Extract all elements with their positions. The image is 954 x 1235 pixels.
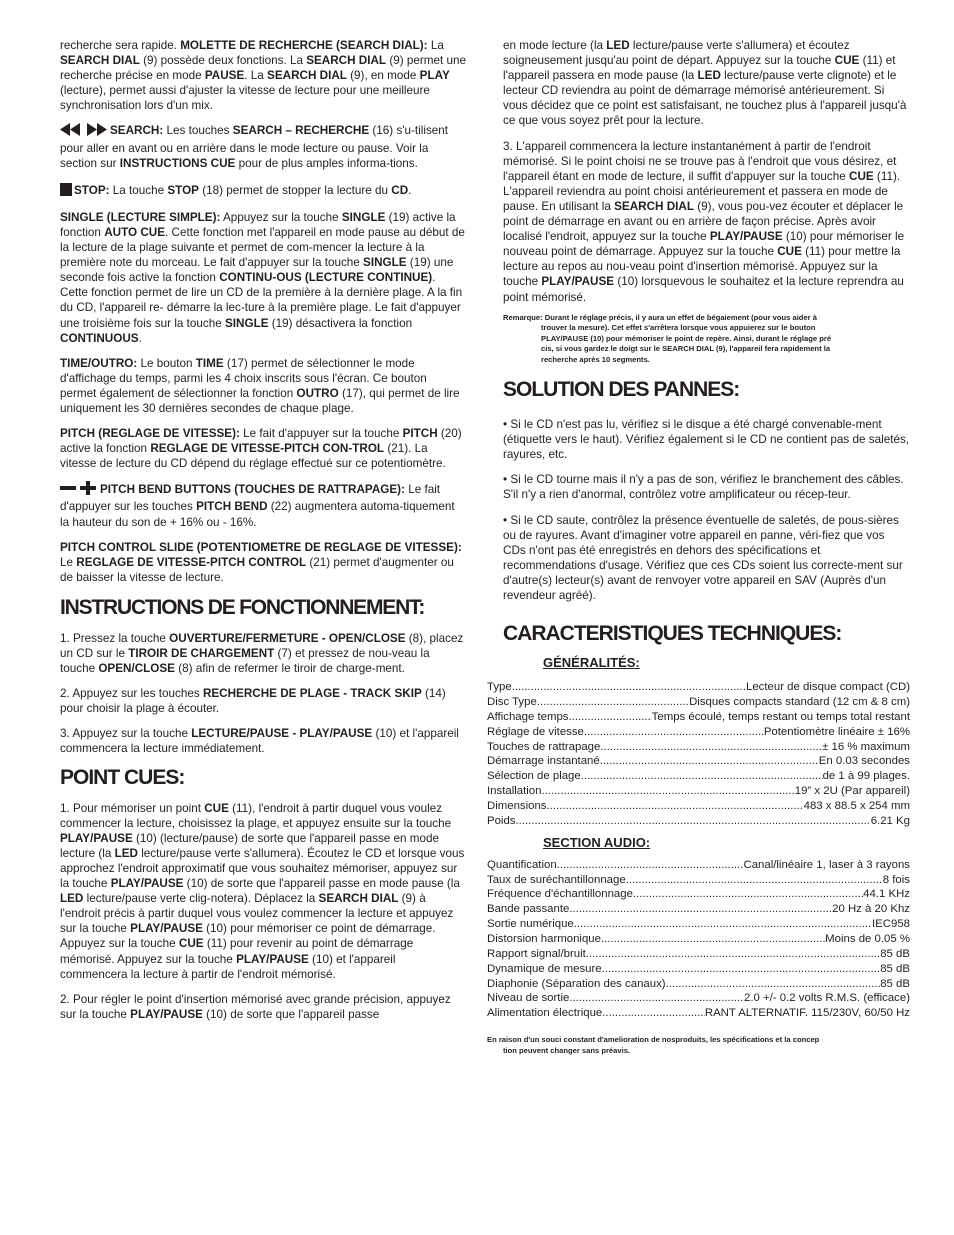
cue-step-2: 2. Pour régler le point d'insertion mémorisé avec grande précision, appuyez sur la touche PLAY/PAUSE (10) de sorte que l'appareil passe xyxy=(60,992,451,1021)
audio-subheading: SECTION AUDIO: xyxy=(543,834,651,850)
instruction-step-3: 3. Appuyez sur la touche LECTURE/PAUSE - PLAY/PAUSE (10) et l'appareil commencera la lecture immédiatement. xyxy=(60,727,459,756)
pitch-slide-paragraph: PITCH CONTROL SLIDE (POTENTIOMETRE DE REGLAGE DE VITESSE): Le REGLAGE DE VITESSE-PITCH CONTROL (21) permet d'augmenter ou de baisser la vitesse de lecture. xyxy=(60,540,462,584)
spec-row: Distorsion harmonique ..... Moins de 0.05 % xyxy=(487,932,910,947)
spec-row: Poids ..... 6.21 Kg xyxy=(487,814,910,829)
spec-row: Quantification ..... Canal/linéaire 1, laser à 3 rayons xyxy=(487,858,910,873)
instruction-step-1: 1. Pressez la touche OUVERTURE/FERMETURE - OPEN/CLOSE (8), placez un CD sur le TIROIR DE CHARGEMENT (7) et pressez de nou-veau la touche OPEN/CLOSE (8) afin de refermer le tiroir de charge-ment. xyxy=(60,631,464,676)
general-spec-list xyxy=(487,680,910,828)
specifications-heading: CARACTERISTIQUES TECHNIQUES: xyxy=(503,622,842,646)
spec-row: Affichage temps ..... Temps écoulé, temps restant ou temps total restant xyxy=(487,710,910,725)
point-cues-heading: POINT CUES: xyxy=(60,765,185,789)
instructions-heading: INSTRUCTIONS DE FONCTIONNEMENT: xyxy=(60,595,425,619)
right-column xyxy=(487,38,910,1056)
cue-step-3: 3. L'appareil commencera la lecture instantanément à partir de l'endroit mémorisé. Si le point choisi ne se trouve pas à l'endroit que vous désirez, et l'appareil étant en mode de lecture, il suffit d'appuyer sur la touche CUE (11). L'appareil reviendra au point choisi antérieurement et passera en mode de pause. En utilisant la SEARCH DIAL (9), vous pou-vez écouter et déplacer le point de démarrage en avant ou en arrière de façon précise. Après avoir localisé l'endroit, appuyez sur la touche PLAY/PAUSE (10) pour mémoriser le nouveau point de démarrage. Appuyez sur la touche CUE (11) pour mettre la lecture au repos au nou-veau point d'insertion mémorisé. Appuyez sur la touche PLAY/PAUSE (10) lorsquevous le souhaitez et la lecture reprendra au point mémorisé. xyxy=(503,139,905,304)
stop-icon xyxy=(60,183,74,200)
spec-row: Sélection de plage ..... de 1 à 99 plages. xyxy=(487,769,910,784)
general-subheading: GÉNÉRALITÉS: xyxy=(543,655,640,671)
spec-row: Touches de rattrapage ..... ± 16 % maximum xyxy=(487,740,910,755)
troubleshooting-heading: SOLUTION DES PANNES: xyxy=(503,378,740,402)
spec-row: Sortie numérique ..... IEC958 xyxy=(487,917,910,932)
instruction-step-2: 2. Appuyez sur les touches RECHERCHE DE PLAGE - TRACK SKIP (14) pour choisir la plage à écouter. xyxy=(60,687,446,716)
search-rewind-forward-icon xyxy=(60,123,110,140)
spec-row: Diaphonie (Séparation des canaux) ..... 85 dB xyxy=(487,977,910,992)
spec-row: Disc Type ..... Disques compacts standard (12 cm & 8 cm) xyxy=(487,695,910,710)
troubleshooting-item-2: • Si le CD tourne mais il n'y a pas de son, vérifiez le branchement des câbles. S'il n'y a rien d'anormal, contrôlez votre amplificateur ou récep-teur. xyxy=(503,473,904,502)
pitch-bend-paragraph: PITCH BEND BUTTONS (TOUCHES DE RATTRAPAGE): Le fait d'appuyer sur les touches PITCH BEND (22) augmentera automa-tiquement la hauteur du son de + 16% ou - 16%. xyxy=(60,483,455,529)
troubleshooting-item-3: • Si le CD saute, contrôlez la présence éventuelle de saletés, de pous-sières ou de rayures. Avant d'imaginer votre appareil en panne, véri-fiez que vos CDs n'ont pas été enregistrés en dehors des spécifications et recommendations d'usage. Vérifiez que ces CDs soient lus correcte-ment sur d'autre(s) lecteur(s) avant de renvoyer votre appareil en SAV (Auprès d'un revendeur agréé). xyxy=(503,513,903,603)
left-column xyxy=(60,38,466,1029)
cue-step-1: 1. Pour mémoriser un point CUE (11), l'endroit à partir duquel vous voulez commencer la lecture, choisissez la plage, et appuyez ensuite sur la touche PLAY/PAUSE (10) (lecture/pause) de sorte que l'appareil passe en mode lecture (la LED lecture/pause verte s'allumera). Écoutez le CD et lorsque vous approchez l'endroit approximatif que vous souhaitez mémoriser, appuyez sur la touche PLAY/PAUSE (10) de sorte que l'appareil passe en mode pause (la LED lecture/pause verte clig-notera). Déplacez la SEARCH DIAL (9) à l'endroit précis à partir duquel vous voulez commencer la lecture et appuyez sur la touche PLAY/PAUSE (10) pour mémoriser ce point de démarrage. Appuyez sur la touche CUE (11) pour revenir au point de démarrage mémorisé. Appuyez sur la touche PLAY/PAUSE (10) et l'appareil commencera la lecture à partir de l'endroit mémorisé. xyxy=(60,801,465,981)
single-paragraph: SINGLE (LECTURE SIMPLE): Appuyez sur la touche SINGLE (19) active la fonction AUTO CUE. Cette fonction met l'appareil en mode pause au début de la lecture de la plage suivante et permet de com-mencer la lecture à la première note du morceau. Le fait d'appuyer sur la touche SINGLE (19) une seconde fois active la fonction CONTINU-OUS (LECTURE CONTINUE). Cette fonction permet de lire un CD de la première à la dernière plage. A la fin du CD, l'appareil re- démarre la lec-ture à la première plage. Le fait d'appuyer une troisième fois sur la touche SINGLE (19) désactivera la fonction CONTINUOUS. xyxy=(60,210,465,345)
stop-paragraph: STOP: La touche STOP (18) permet de stopper la lecture du CD. xyxy=(60,183,466,200)
spec-row: Réglage de vitesse ..... Potentiomètre linéaire ± 16% xyxy=(487,725,910,740)
spec-row: Dimensions ..... 483 x 88.5 x 254 mm xyxy=(487,799,910,814)
spec-row: Dynamique de mesure ..... 85 dB xyxy=(487,962,910,977)
remark-note: Remarque: Durant le réglage précis, il y aura un effet de bégaiement (pour vous aider à trouver la mesure). Cet effet s'arrêtera lorsque vous appuierez sur le bouton PLAY/PAUSE (10) pour mémoriser le point de repère. Ainsi, durant le réglage pré cis, si vous gardez le doigt sur le SEARCH DIAL (9), l'appareil fera rapidement la recherche après 10 segments. xyxy=(503,312,832,364)
time-outro-paragraph: TIME/OUTRO: Le bouton TIME (17) permet de sélectionner le mode d'affichage du temps, parmi les 4 choix inscrits sous l'écran. Ce bouton permet également de sélectionner la fonction OUTRO (17), qui permet de lire uniquement les 30 dernières secondes de chaque plage. xyxy=(60,356,460,415)
spec-row: Installation ..... 19” x 2U (Par appareil) xyxy=(487,784,910,799)
minus-plus-icon xyxy=(60,481,100,499)
footnote: En raison d'un souci constant d'amelioration de nosproduits, les spécifications et la concep tion peuvent changer sans préavis. xyxy=(487,1035,820,1055)
spec-row: Niveau de sortie ..... 2.0 +/- 0.2 volts R.M.S. (efficace) xyxy=(487,991,910,1006)
spec-row: Démarrage instantané ..... En 0.03 secondes xyxy=(487,754,910,769)
search-dial-paragraph: recherche sera rapide. MOLETTE DE RECHERCHE (SEARCH DIAL): La SEARCH DIAL (9) possède deux fonctions. La SEARCH DIAL (9) permet une recherche précise en mode PAUSE. La SEARCH DIAL (9), en mode PLAY (lecture), permet aussi d'ajuster la vitesse de lecture pour une meilleure synchronisation lors d'un mix. xyxy=(60,39,466,113)
cue-step-2-continued: en mode lecture (la LED lecture/pause verte s'allumera) et écoutez soigneusement jusqu'au point de départ. Appuyez sur la touche CUE (11) et l'appareil passera en mode pause (la LED lecture/pause verte clignote) et le lecteur CD reviendra au point de démarrage mémorisé antérieurement. Si vous décidez que ce point est satisfaisant, ne touchez plus à l'appareil jusqu'à ce que vous soyez prêt pour la lecture. xyxy=(503,39,907,128)
search-paragraph: SEARCH: Les touches SEARCH – RECHERCHE (16) s'u-tilisent pour aller en avant ou en arrière dans le mode lecture ou pause. Voir la section sur INSTRUCTIONS CUE pour de plus amples informa-tions. xyxy=(60,124,449,170)
spec-row: Bande passante ..... 20 Hz à 20 Khz xyxy=(487,902,910,917)
spec-row: Type ..... Lecteur de disque compact (CD) xyxy=(487,680,910,695)
spec-row: Rapport signal/bruit ..... 85 dB xyxy=(487,947,910,962)
audio-spec-list xyxy=(487,858,910,1021)
spec-row: Taux de suréchantillonnage ..... 8 fois xyxy=(487,873,910,888)
pitch-paragraph: PITCH (REGLAGE DE VITESSE): Le fait d'appuyer sur la touche PITCH (20) active la fonction REGLAGE DE VITESSE-PITCH CON-TROL (21). La vitesse de lecture du CD dépend du réglage effectué sur ce potentiomètre. xyxy=(60,427,462,471)
spec-row: Fréquence d'échantillonnage ..... 44.1 KHz xyxy=(487,887,910,902)
spec-row: Alimentation électrique ..... RANT ALTERNATIF. 115/230V, 60/50 Hz xyxy=(487,1006,910,1021)
troubleshooting-item-1: • Si le CD n'est pas lu, vérifiez si le disque a été chargé convenable-ment (étiquette vers le haut). Vérifiez également si le CD ne contient pas de saletés, rayures, etc. xyxy=(503,418,910,462)
